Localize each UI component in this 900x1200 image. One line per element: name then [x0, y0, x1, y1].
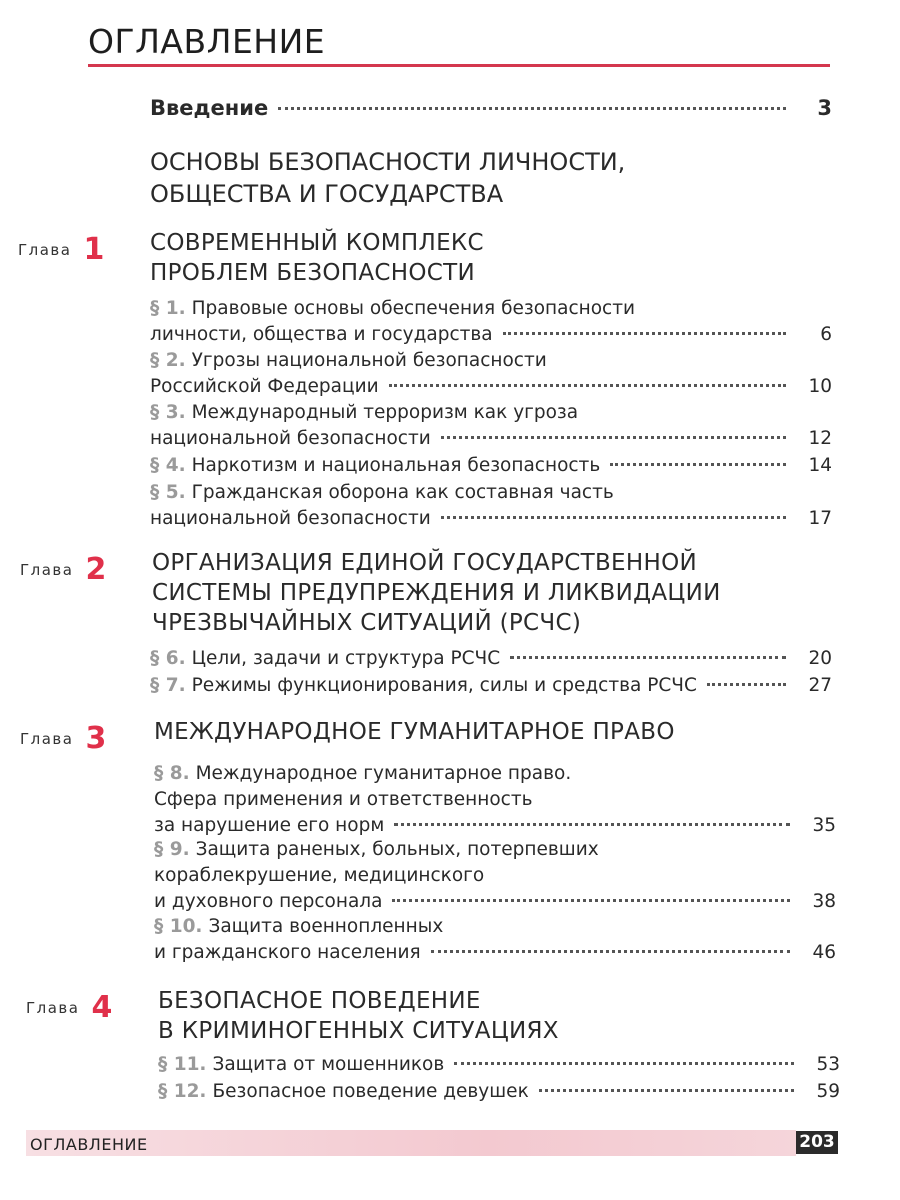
chapter-number: 2: [85, 552, 107, 587]
dot-leader: [454, 1062, 794, 1065]
chapter-title-line: В КРИМИНОГЕННЫХ СИТУАЦИЯХ: [158, 1018, 559, 1044]
page-number: 6: [820, 324, 832, 345]
dot-leader: [539, 1089, 794, 1092]
toc-entry[interactable]: [150, 296, 832, 348]
toc-entry[interactable]: [150, 453, 832, 479]
section-number: § 7.: [150, 675, 186, 696]
section-title-text: Угрозы национальной безопасности: [191, 350, 547, 371]
chapter-word: Глава: [20, 729, 74, 748]
section-title-text: Цели, задачи и структура РСЧС: [191, 648, 501, 669]
section-number: § 4.: [150, 455, 186, 476]
section-title-text: личности, общества и государства: [150, 324, 493, 345]
toc-entry-line: [150, 296, 832, 322]
toc-entry-line: [150, 480, 832, 506]
toc-entry-line: [154, 940, 836, 966]
toc-entry-line: [154, 863, 836, 889]
section-title-text: Гражданская оборона как составная часть: [191, 482, 614, 503]
section-title-text: Международное гуманитарное право.: [195, 763, 572, 784]
toc-entry[interactable]: [150, 480, 832, 532]
page-number: 53: [816, 1054, 840, 1075]
dot-leader: [441, 436, 786, 439]
page-number: 20: [808, 648, 832, 669]
toc-entry-line: [150, 453, 832, 479]
section-title-text: Защита раненых, больных, потерпевших: [195, 839, 599, 860]
toc-entry[interactable]: [150, 348, 832, 400]
toc-entry-line: [150, 322, 832, 348]
section-title-text: национальной безопасности: [150, 508, 431, 529]
toc-entry[interactable]: [150, 673, 832, 699]
toc-entry[interactable]: [154, 761, 836, 839]
page-number: 14: [808, 455, 832, 476]
title-rule: [88, 64, 830, 67]
toc-entry[interactable]: [154, 914, 836, 966]
section-title-text: и духовного персонала: [154, 891, 383, 912]
chapter-word: Глава: [18, 240, 72, 259]
section-title-text: Сфера применения и ответственность: [154, 789, 533, 810]
intro-title: Введение: [150, 96, 269, 120]
page-title: ОГЛАВЛЕНИЕ: [88, 22, 326, 61]
dot-leader: [278, 107, 786, 110]
toc-entry-line: [150, 646, 832, 672]
section-title-text: Режимы функционирования, силы и средства РСЧС: [191, 675, 697, 696]
toc-entry-line: [154, 837, 836, 863]
section-title-text: Защита от мошенников: [212, 1054, 445, 1075]
toc-entry-line: [150, 374, 832, 400]
dot-leader: [431, 950, 790, 953]
toc-entry-line: [150, 400, 832, 426]
chapter-label: [20, 721, 106, 756]
chapter-title-line: ПРОБЛЕМ БЕЗОПАСНОСТИ: [150, 260, 475, 286]
section-title-text: Российской Федерации: [150, 376, 379, 397]
toc-entry-line: [150, 426, 832, 452]
chapter-label: [26, 990, 112, 1025]
section-title-text: Безопасное поведение девушек: [212, 1081, 529, 1102]
dot-leader: [503, 332, 786, 335]
section-number: § 9.: [154, 839, 190, 860]
section-number: § 5.: [150, 482, 186, 503]
section-number: § 1.: [150, 298, 186, 319]
toc-entry-line: [150, 348, 832, 374]
section-number: § 6.: [150, 648, 186, 669]
section-title-text: кораблекрушение, медицинского: [154, 865, 485, 886]
part-title-line-1: ОСНОВЫ БЕЗОПАСНОСТИ ЛИЧНОСТИ,: [150, 148, 626, 176]
page-number: 46: [812, 942, 836, 963]
chapter-title[interactable]: [158, 986, 559, 1046]
toc-entry[interactable]: [158, 1079, 840, 1105]
dot-leader: [392, 899, 790, 902]
footer-page-number: 203: [796, 1131, 838, 1154]
toc-entry[interactable]: [158, 1052, 840, 1078]
chapter-title-line: БЕЗОПАСНОЕ ПОВЕДЕНИЕ: [158, 988, 481, 1014]
section-number: § 11.: [158, 1054, 207, 1075]
section-number: § 3.: [150, 402, 186, 423]
dot-leader: [707, 683, 786, 686]
chapter-word: Глава: [26, 998, 80, 1017]
chapter-title[interactable]: [152, 548, 721, 638]
chapter-title-line: ОРГАНИЗАЦИЯ ЕДИНОЙ ГОСУДАРСТВЕННОЙ: [152, 550, 697, 576]
section-number: § 8.: [154, 763, 190, 784]
dot-leader: [394, 823, 790, 826]
toc-entry-line: [158, 1052, 840, 1078]
page-number: 35: [812, 815, 836, 836]
toc-entry-line: [154, 761, 836, 787]
dot-leader: [610, 463, 786, 466]
intro-entry[interactable]: [150, 96, 832, 120]
chapter-number: 4: [91, 990, 113, 1025]
section-title-text: Защита военнопленных: [208, 916, 444, 937]
chapter-title-line: СОВРЕМЕННЫЙ КОМПЛЕКС: [150, 230, 484, 256]
toc-entry[interactable]: [150, 646, 832, 672]
section-title-text: Международный терроризм как угроза: [191, 402, 579, 423]
toc-entry[interactable]: [154, 837, 836, 915]
page-number: 10: [808, 376, 832, 397]
page-number: 59: [816, 1081, 840, 1102]
toc-entry-line: [154, 914, 836, 940]
section-title-text: Правовые основы обеспечения безопасности: [191, 298, 636, 319]
section-title-text: национальной безопасности: [150, 428, 431, 449]
section-number: § 10.: [154, 916, 203, 937]
toc-entry-line: [154, 787, 836, 813]
chapter-title[interactable]: [150, 228, 484, 288]
toc-entry-line: [154, 813, 836, 839]
page-number: 17: [808, 508, 832, 529]
part-title-line-2: ОБЩЕСТВА И ГОСУДАРСТВА: [150, 180, 504, 208]
footer-label: ОГЛАВЛЕНИЕ: [30, 1135, 148, 1154]
chapter-number: 3: [85, 721, 107, 756]
dot-leader: [510, 656, 786, 659]
toc-entry-line: [150, 673, 832, 699]
toc-entry-line: [154, 889, 836, 915]
dot-leader: [389, 384, 786, 387]
toc-entry[interactable]: [150, 400, 832, 452]
chapter-title-line: СИСТЕМЫ ПРЕДУПРЕЖДЕНИЯ И ЛИКВИДАЦИИ: [152, 580, 721, 606]
chapter-word: Глава: [20, 560, 74, 579]
intro-page: 3: [817, 96, 832, 120]
chapter-number: 1: [83, 232, 105, 267]
section-title-text: за нарушение его норм: [154, 815, 385, 836]
page-number: 27: [808, 675, 832, 696]
toc-entry-line: [150, 506, 832, 532]
section-title-text: Наркотизм и национальная безопасность: [191, 455, 601, 476]
dot-leader: [441, 516, 786, 519]
page-number: 38: [812, 891, 836, 912]
toc-entry-line: [158, 1079, 840, 1105]
chapter-label: [20, 552, 106, 587]
part-title: [150, 146, 625, 210]
section-number: § 2.: [150, 350, 186, 371]
chapter-title[interactable]: [154, 717, 675, 747]
chapter-title-line: МЕЖДУНАРОДНОЕ ГУМАНИТАРНОЕ ПРАВО: [154, 719, 675, 745]
page-number: 12: [808, 428, 832, 449]
section-title-text: и гражданского населения: [154, 942, 421, 963]
section-number: § 12.: [158, 1081, 207, 1102]
chapter-label: [18, 232, 104, 267]
chapter-title-line: ЧРЕЗВЫЧАЙНЫХ СИТУАЦИЙ (РСЧС): [152, 610, 582, 636]
